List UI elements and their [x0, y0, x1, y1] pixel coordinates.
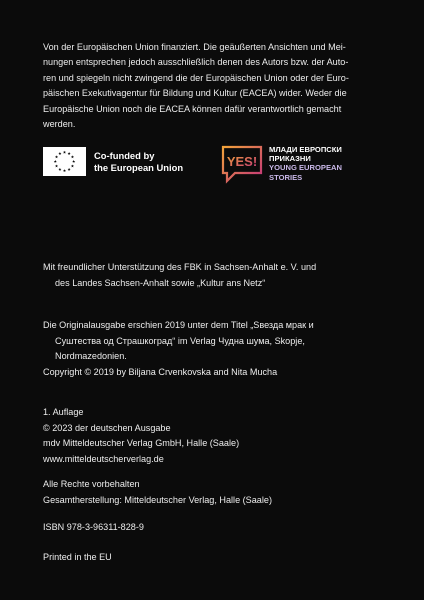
disclaimer-line: ren und spiegeln nicht zwingend die der Europäischen Union oder der Euro- [43, 72, 349, 83]
edition-info [43, 405, 383, 467]
eu-star-icon [72, 160, 75, 163]
original-line3: Nordmazedonien. [55, 351, 127, 361]
yes-badge-text: YES! [226, 154, 258, 169]
eu-disclaimer [43, 40, 383, 132]
isbn: ISBN 978-3-96311-828-9 [43, 522, 144, 532]
eu-star-icon [58, 152, 61, 155]
publisher-website: www.mitteldeutscherverlag.de [43, 453, 164, 464]
eu-logo-text [94, 150, 183, 174]
rights-info [43, 477, 383, 508]
yes-logo-line3: YOUNG EUROPEAN [269, 163, 342, 173]
yes-stories-logo [221, 145, 342, 185]
eu-star-icon [68, 168, 71, 171]
yes-badge-icon [221, 145, 263, 185]
support-line1: Mit freundlicher Unterstützung des FBK in Sachsen-Anhalt e. V. und [43, 262, 317, 272]
eu-star-icon [71, 155, 74, 158]
eu-flag-icon [43, 147, 86, 176]
production-credit: Gesamtherstellung: Mitteldeutscher Verlag, Halle (Saale) [43, 494, 272, 505]
eu-logo-line1: Co-funded by [94, 149, 155, 161]
eu-cofunded-logo [43, 147, 183, 176]
german-edition-copyright: © 2023 der deutschen Ausgabe [43, 422, 171, 433]
yes-logo-line2: ПРИКАЗНИ [269, 154, 311, 164]
disclaimer-line: werden. [43, 119, 76, 130]
yes-logo-line4: STORIES [269, 172, 303, 182]
eu-star-icon [58, 168, 61, 171]
yes-logo-line1: МЛАДИ ЕВРОПСКИ [269, 145, 342, 154]
printed-in: Printed in the EU [43, 552, 112, 562]
eu-star-icon [63, 151, 66, 154]
copyright-line: Copyright © 2019 by Biljana Crvenkovska and Nita Mucha [43, 366, 278, 377]
original-line2: Суштества од Страшкоград“ im Verlag Чудна шума, Skopje, [55, 335, 305, 346]
eu-logo-line2: the European Union [94, 161, 184, 173]
eu-star-icon [55, 165, 58, 168]
eu-star-icon [68, 152, 71, 155]
disclaimer-line: päischen Exekutivagentur für Bildung und Kultur (EACEA) wider. Weder die [43, 88, 347, 99]
yes-logo-text [269, 145, 342, 182]
disclaimer-line: Von der Europäischen Union finanziert. Die geäußerten Ansichten und Mei- [43, 42, 346, 52]
original-line1: Die Originalausgabe erschien 2019 unter dem Titel „Ѕвезда мрак и [43, 320, 314, 330]
eu-star-icon [63, 169, 66, 172]
rights-reserved: Alle Rechte vorbehalten [43, 479, 140, 489]
support-notice [43, 260, 383, 291]
eu-star-icon [54, 160, 57, 163]
edition-number: 1. Auflage [43, 407, 84, 417]
disclaimer-line: Europäische Union noch die EACEA können dafür verantwortlich gemacht [43, 103, 342, 114]
publisher-name: mdv Mitteldeutscher Verlag GmbH, Halle (Saale) [43, 438, 240, 448]
original-edition-notice [43, 318, 383, 380]
logo-row [43, 145, 383, 185]
disclaimer-line: nungen entsprechen jedoch ausschließlich denen des Autors bzw. der Auto- [43, 57, 349, 68]
support-line2: des Landes Sachsen-Anhalt sowie „Kultur ans Netz“ [55, 277, 266, 288]
eu-star-icon [71, 165, 74, 168]
eu-star-icon [55, 155, 58, 158]
